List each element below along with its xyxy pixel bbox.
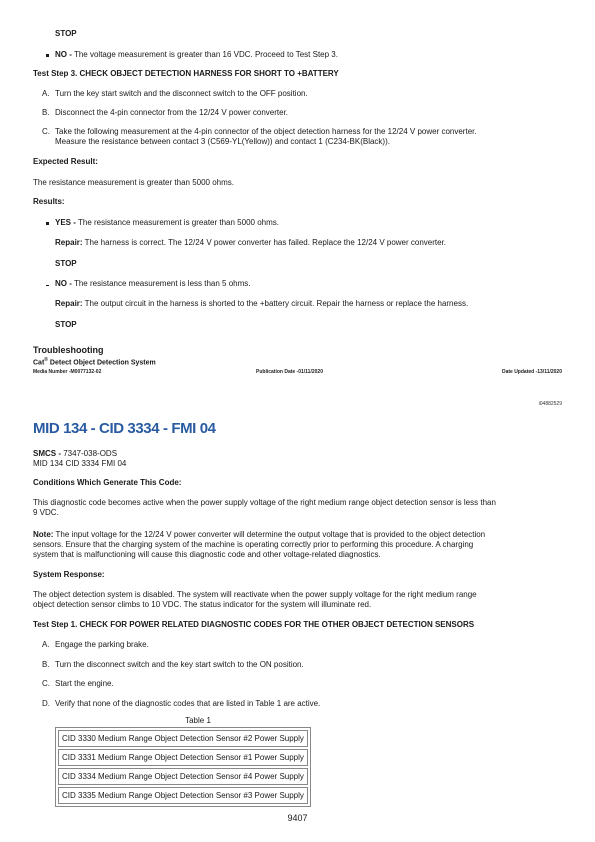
results-heading: Results: (33, 197, 65, 206)
table-cell: CID 3334 Medium Range Object Detection Sensor #4 Power Supply (58, 768, 308, 785)
publication-date: Publication Date -01/11/2020 (256, 369, 323, 375)
smcs-value: 7347-038-ODS (61, 449, 118, 458)
step-text: Engage the parking brake. (55, 640, 149, 649)
yes-label: YES - (55, 218, 76, 227)
step-marker: B. (42, 660, 50, 669)
expected-result-heading: Expected Result: (33, 157, 98, 166)
note-text: system that is malfunctioning will cause this diagnostic code and other voltage-related diagnostics. (33, 550, 381, 559)
result-no-item (55, 50, 338, 60)
table-row (58, 768, 308, 785)
smcs-line (33, 449, 117, 459)
page-number: 9407 (287, 813, 308, 823)
result-no-item (55, 279, 251, 289)
table-row (58, 787, 308, 804)
note-text: sensors. Ensure that the charging system of the machine is operating correctly prior to performing this procedure. A charging (33, 540, 474, 549)
repair-label: Repair: (55, 238, 83, 247)
table-caption: Table 1 (185, 716, 211, 725)
system-response-heading: System Response: (33, 570, 105, 579)
table-row (58, 749, 308, 766)
stop-label: STOP (55, 29, 77, 38)
media-number: Media Number -M0077132-02 (33, 369, 102, 375)
conditions-heading: Conditions Which Generate This Code: (33, 478, 182, 487)
table-cell: CID 3331 Medium Range Object Detection Sensor #1 Power Supply (58, 749, 308, 766)
conditions-text: 9 VDC. (33, 508, 59, 517)
repair-label: Repair: (55, 299, 83, 308)
no-text: The resistance measurement is less than 5 ohms. (71, 279, 251, 288)
doc-id: i04882529 (538, 401, 562, 407)
repair-body: The output circuit in the harness is shorted to the +battery circuit. Repair the harness or replace the harness. (82, 299, 469, 308)
conditions-text: This diagnostic code becomes active when the power supply voltage of the right medium range object detection sensor is less than (33, 498, 496, 507)
diagnostic-codes-table (55, 727, 311, 807)
note-label: Note: (33, 530, 54, 539)
test-step-1-heading: Test Step 1. CHECK FOR POWER RELATED DIAGNOSTIC CODES FOR THE OTHER OBJECT DETECTION SENSORS (33, 620, 475, 629)
test-step-3-heading: Test Step 3. CHECK OBJECT DETECTION HARNESS FOR SHORT TO +BATTERY (33, 69, 339, 78)
smcs-label: SMCS - (33, 449, 61, 458)
doc-header-title: Troubleshooting (33, 345, 104, 355)
repair-body: The harness is correct. The 12/24 V power converter has failed. Replace the 12/24 V power converter. (82, 238, 447, 247)
bullet-icon (46, 222, 49, 225)
table-row (58, 730, 308, 747)
repair-text (55, 238, 446, 248)
no-label: NO - (55, 50, 72, 59)
yes-text: The resistance measurement is greater than 5000 ohms. (75, 218, 279, 227)
table-cell: CID 3330 Medium Range Object Detection Sensor #2 Power Supply (58, 730, 308, 747)
result-yes-item (55, 218, 279, 228)
subtitle-rest: Detect Object Detection System (47, 359, 156, 367)
no-text: The voltage measurement is greater than 16 VDC. Proceed to Test Step 3. (71, 50, 338, 59)
note-body: The input voltage for the 12/24 V power converter will determine the output voltage that is provided to the object detection (53, 530, 486, 539)
step-marker: A. (42, 89, 50, 98)
table-cell: CID 3335 Medium Range Object Detection Sensor #3 Power Supply (58, 787, 308, 804)
smcs-code: MID 134 CID 3334 FMI 04 (33, 459, 127, 468)
note-text (33, 530, 485, 540)
no-label: NO - (55, 279, 72, 288)
dash-icon (46, 285, 49, 286)
repair-text (55, 299, 468, 309)
step-text: Measure the resistance between contact 3 (C569-YL(Yellow)) and contact 1 (C234-BK(Black)). (55, 137, 390, 146)
doc-header-subtitle (33, 356, 156, 367)
page-title: MID 134 - CID 3334 - FMI 04 (33, 420, 216, 437)
step-text: Turn the key start switch and the disconnect switch to the OFF position. (55, 89, 308, 98)
step-text: Start the engine. (55, 679, 114, 688)
registered-mark: ® (44, 357, 48, 363)
stop-label: STOP (55, 259, 77, 268)
step-text: Disconnect the 4-pin connector from the 12/24 V power converter. (55, 108, 289, 117)
step-text: Take the following measurement at the 4-pin connector of the object detection harness for the 12/24 V power converter. (55, 127, 477, 136)
step-marker: C. (42, 127, 50, 136)
stop-label: STOP (55, 320, 77, 329)
step-text: Verify that none of the diagnostic codes that are listed in Table 1 are active. (55, 699, 321, 708)
step-marker: A. (42, 640, 50, 649)
subtitle-prefix: Cat (33, 359, 45, 367)
bullet-icon (46, 54, 49, 57)
date-updated: Date Updated -13/11/2020 (501, 369, 562, 375)
expected-result-text: The resistance measurement is greater than 5000 ohms. (33, 178, 234, 187)
step-marker: B. (42, 108, 50, 117)
system-response-text: The object detection system is disabled. The system will reactivate when the power supply voltage for the right medium range (33, 590, 477, 599)
step-marker: C. (42, 679, 50, 688)
step-text: Turn the disconnect switch and the key start switch to the ON position. (55, 660, 304, 669)
step-marker: D. (42, 699, 50, 708)
system-response-text: object detection sensor climbs to 10 VDC. The status indicator for the system will illuminate red. (33, 600, 372, 609)
